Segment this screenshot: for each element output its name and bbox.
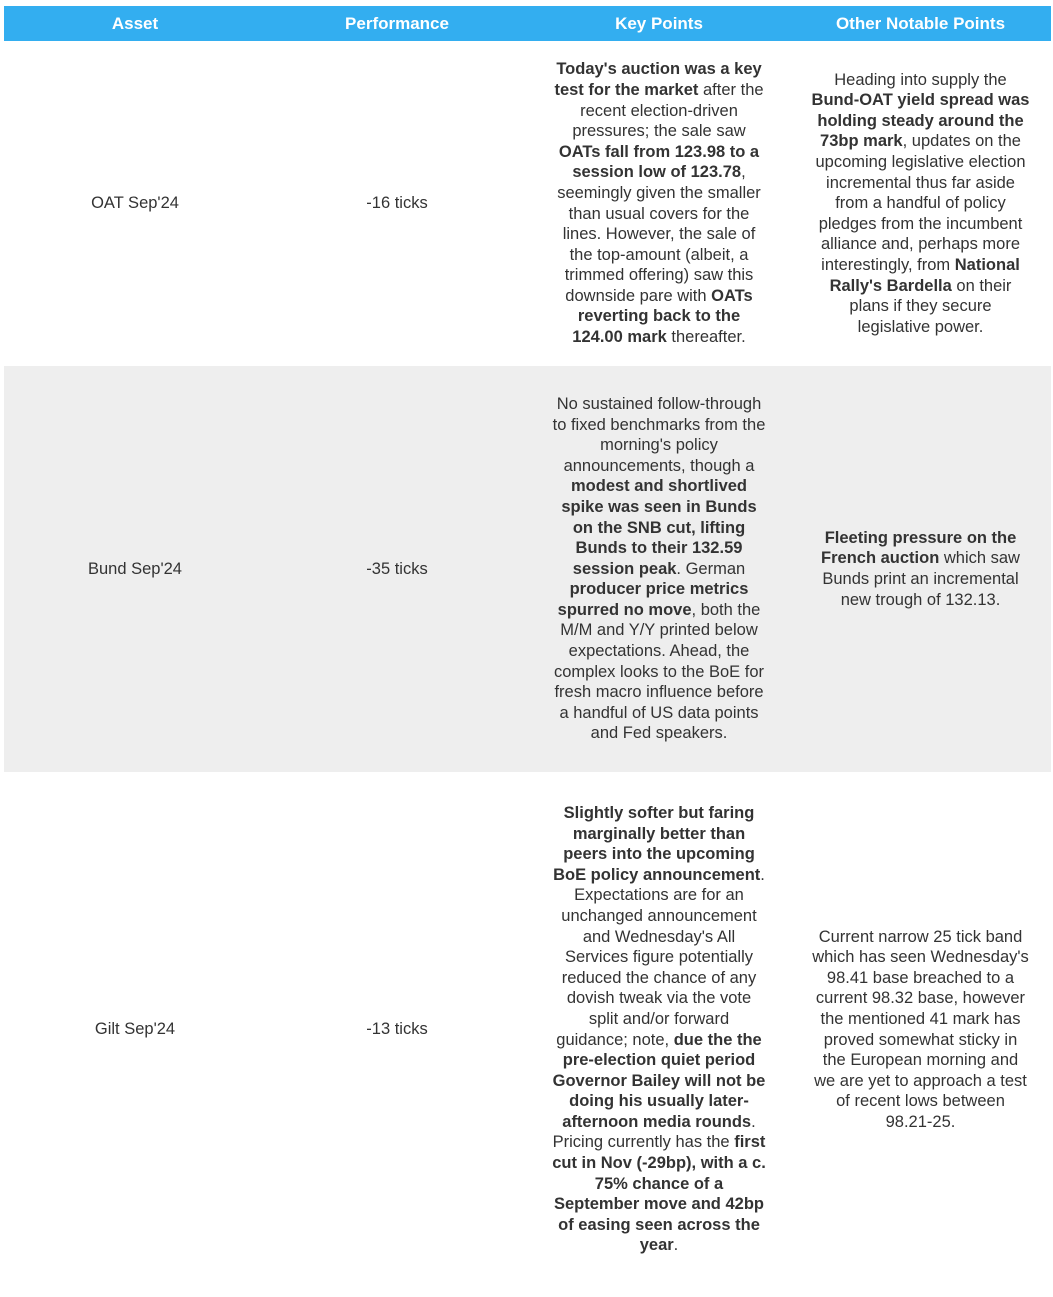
body-text: . Pricing currently has the [552, 1112, 756, 1152]
key-points-cell [528, 366, 790, 772]
body-text: , seemingly given the smaller than usual covers for the lines. However, the sale of the top-amount (albeit, a trimmed offering) saw this downside pare with [557, 163, 761, 305]
body-text: which saw Bunds print an incremental new trough of 132.13. [822, 549, 1020, 609]
header-asset: Asset [4, 6, 266, 41]
key-points-cell [528, 41, 790, 366]
table-row [4, 772, 1051, 1287]
header-performance: Performance [266, 6, 528, 41]
other-notable-text [812, 70, 1030, 338]
emphasis-text: OATs fall from 123.98 to a session low of 123.78 [558, 142, 760, 182]
other-notable-text [812, 927, 1030, 1133]
body-text: , both the M/M and Y/Y printed below expectations. Ahead, the complex looks to the BoE for fresh macro influence before a handful of US data points and Fed speakers. [553, 600, 765, 743]
key-points-text [551, 803, 767, 1256]
asset-performance-table [4, 6, 1051, 1287]
emphasis-text: Bund-OAT yield spread was holding steady around the 73bp mark [811, 91, 1030, 151]
key-points-text [551, 59, 767, 347]
body-text: No sustained follow-through to fixed benchmarks from the morning's policy announcements, though a [552, 394, 766, 475]
header-key-points: Key Points [528, 6, 790, 41]
emphasis-text: Fleeting pressure on the French auction [821, 528, 1017, 568]
asset-cell: Gilt Sep'24 [94, 1020, 176, 1039]
other-notable-text [812, 528, 1030, 610]
body-text: . German [676, 559, 746, 578]
emphasis-text: modest and shortlived spike was seen in Bunds on the SNB cut, lifting Bunds to their 132.59 session peak [561, 477, 757, 578]
other-notable-cell [790, 366, 1051, 772]
other-notable-cell [790, 772, 1051, 1287]
key-points-text [551, 394, 767, 744]
performance-cell: -35 ticks [266, 366, 528, 772]
body-text: on their plans if they secure legislative power. [849, 276, 1012, 336]
performance-cell: -16 ticks [366, 194, 428, 213]
emphasis-text: first cut in Nov (-29bp), with a c. 75% chance of a September move and 42bp of easing seen across the year [552, 1133, 766, 1255]
asset-cell: OAT Sep'24 [91, 194, 179, 213]
body-text: thereafter. [666, 328, 746, 347]
other-notable-cell [790, 41, 1051, 366]
table-header-row [4, 6, 1051, 41]
emphasis-text: Today's auction was a key test for the market [554, 60, 762, 99]
body-text: . Expectations are for an unchanged announcement and Wednesday's All Services figure potentially reduced the chance of any dovish tweak via the vote split and/or forward guidance; note, [556, 865, 765, 1049]
header-other-notable-points: Other Notable Points [790, 6, 1051, 41]
body-text: Current narrow 25 tick band which has seen Wednesday's 98.41 base breached to a current 98.32 base, however the mentioned 41 mark has proved somewhat sticky in the European morning and we are yet to approach a test of recent lows between 98.21-25. [812, 927, 1029, 1131]
emphasis-text: producer price metrics spurred no move [557, 580, 749, 619]
key-points-cell [528, 772, 790, 1287]
table-row [4, 41, 1051, 366]
emphasis-text: OATs reverting back to the 124.00 mark [572, 286, 753, 347]
performance-cell: -13 ticks [366, 1020, 428, 1039]
body-text: Heading into supply the [834, 70, 1007, 89]
emphasis-text: due the the pre-election quiet period Governor Bailey will not be doing his usually later-afternoon media rounds [552, 1030, 766, 1131]
body-text: , updates on the upcoming legislative election incremental thus far aside from a handful of policy pledges from the incumbent alliance and, perhaps more interestingly, from [815, 132, 1026, 274]
body-text: . [673, 1236, 679, 1255]
table-row [4, 366, 1051, 772]
asset-cell: Bund Sep'24 [4, 366, 266, 772]
emphasis-text: National Rally's Bardella [829, 255, 1020, 295]
emphasis-text: Slightly softer but faring marginally better than peers into the upcoming BoE policy announcement [553, 803, 761, 884]
body-text: after the recent election-driven pressures; the sale saw [572, 80, 764, 141]
